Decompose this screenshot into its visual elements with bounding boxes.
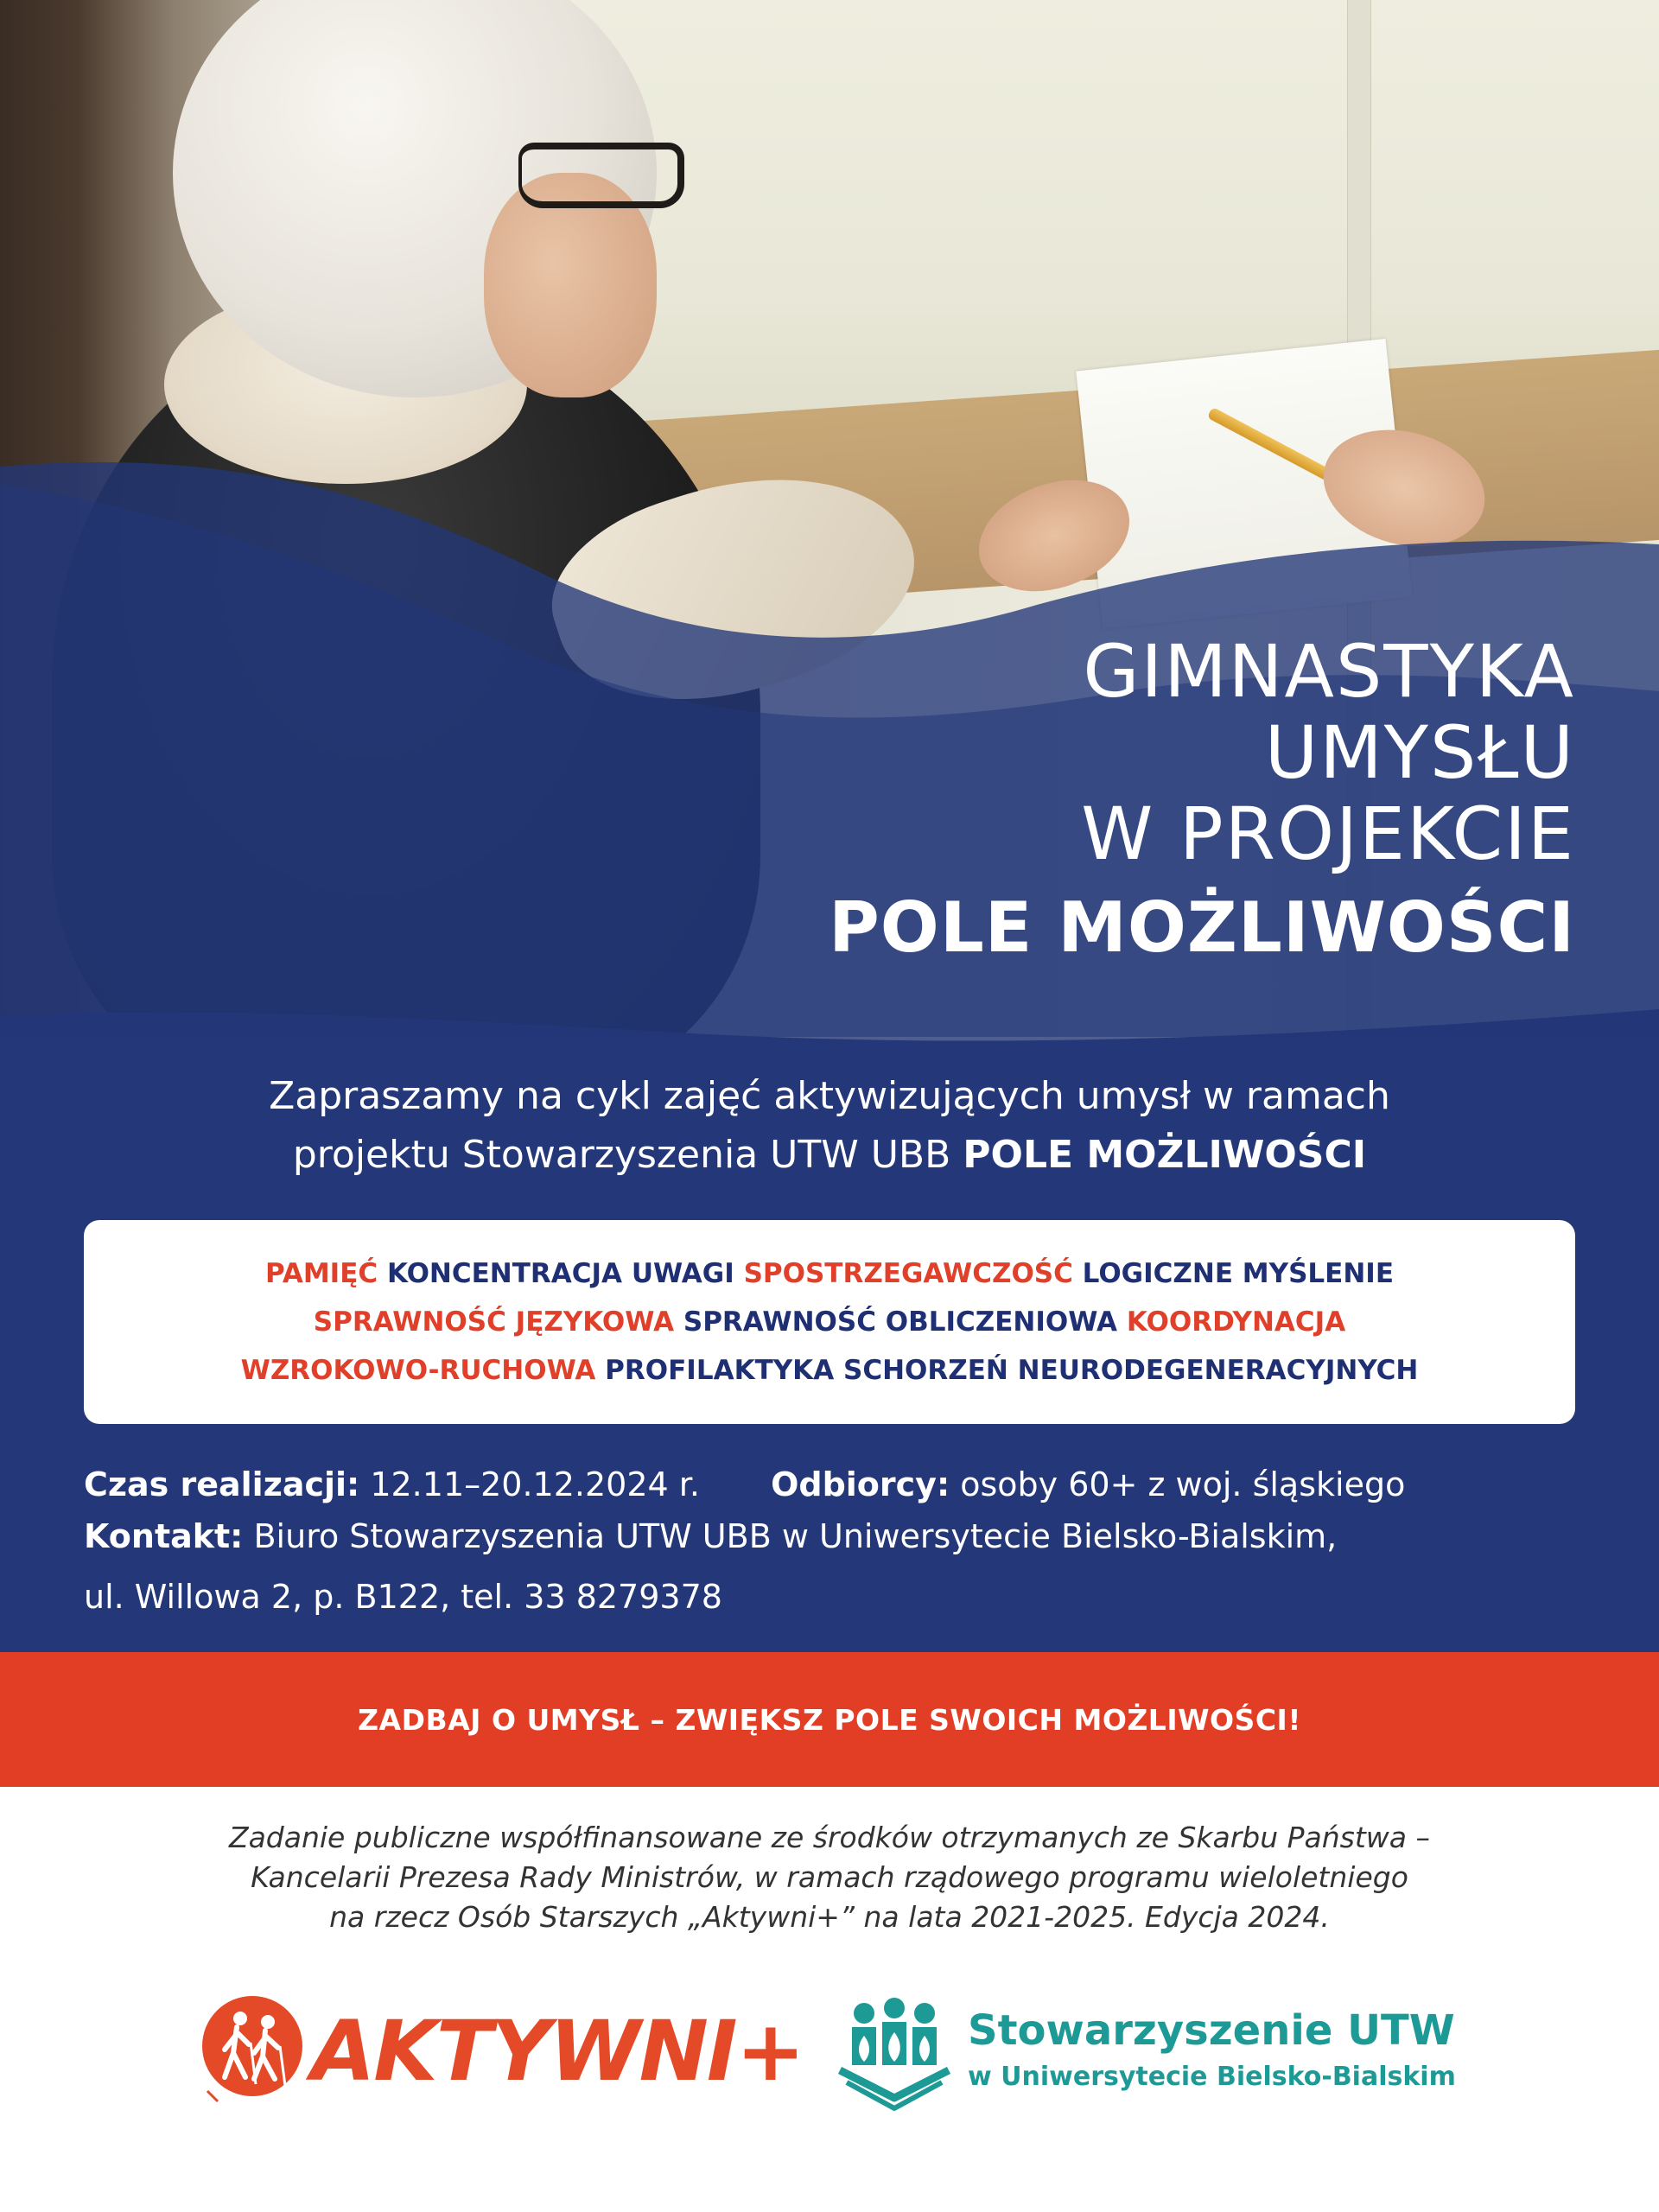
intro-project-name: POLE MOŻLIWOŚCI <box>963 1133 1367 1177</box>
skill-profilaktyka: PROFILAKTYKA SCHORZEŃ NEURODEGENERACYJNYCH <box>605 1355 1419 1386</box>
headline-line-2: UMYSŁU <box>1264 710 1575 795</box>
funding-note <box>86 1818 1573 1937</box>
headline-project-name: POLE MOŻLIWOŚCI <box>829 887 1575 968</box>
time-label: Czas realizacji: <box>84 1465 360 1503</box>
skill-logiczne-myslenie: LOGICZNE MYŚLENIE <box>1082 1258 1395 1289</box>
intro-text <box>104 1067 1555 1185</box>
headline-line-3: W PROJEKCIE <box>1081 791 1575 876</box>
intro-line-2-prefix: projektu Stowarzyszenia UTW UBB <box>292 1133 951 1177</box>
skills-list <box>173 1249 1486 1395</box>
info-section <box>84 1459 1587 1623</box>
skill-koncentracja-uwagi: KONCENTRACJA UWAGI <box>386 1258 734 1289</box>
info-row-time-audience <box>84 1459 1587 1510</box>
audience-label: Odbiorcy: <box>771 1465 950 1503</box>
funding-line-1: Zadanie publiczne współfinansowane ze środków otrzymanych ze Skarbu Państwa – <box>228 1821 1431 1854</box>
utw-logo <box>830 1987 1555 2117</box>
aktywni-text: AKTYWNI+ <box>311 2003 804 2100</box>
slogan-banner <box>0 1652 1659 1787</box>
funding-line-3: na rzecz Osób Starszych „Aktywni+” na lata 2021-2025. Edycja 2024. <box>329 1900 1330 1934</box>
info-row-contact <box>84 1510 1587 1562</box>
utw-people-icon <box>830 1987 959 2117</box>
utw-name-line-1: Stowarzyszenie UTW <box>968 2006 1455 2055</box>
skills-box <box>84 1220 1575 1424</box>
walkers-icon <box>199 1987 311 2117</box>
contact-label: Kontakt: <box>84 1517 244 1555</box>
skill-wzrokowo-ruchowa: WZROKOWO-RUCHOWA <box>240 1355 596 1386</box>
headline-line-1: GIMNASTYKA <box>1083 629 1575 714</box>
slogan-text: ZADBAJ O UMYSŁ – ZWIĘKSZ POLE SWOICH MOŻLIWOŚCI! <box>358 1702 1301 1737</box>
funding-line-2: Kancelarii Prezesa Rady Ministrów, w ramach rządowego programu wieloletniego <box>251 1860 1408 1894</box>
skill-pamiec: PAMIĘĆ <box>264 1258 378 1289</box>
intro-line-2 <box>104 1126 1555 1185</box>
aktywni-logo <box>199 1987 804 2117</box>
audience-value: osoby 60+ z woj. śląskiego <box>960 1465 1406 1503</box>
skill-sprawnosc-obliczeniowa: SPRAWNOŚĆ OBLICZENIOWA <box>683 1306 1118 1338</box>
headline <box>625 631 1575 971</box>
utw-name-line-2: w Uniwersytecie Bielsko-Bialskim <box>968 2062 1456 2092</box>
skill-koordynacja: KOORDYNACJA <box>1126 1306 1346 1338</box>
address: ul. Willowa 2, p. B122, tel. 33 8279378 <box>84 1578 722 1616</box>
intro-line-1: Zapraszamy na cykl zajęć aktywizujących umysł w ramach <box>269 1074 1390 1118</box>
time-value: 12.11–20.12.2024 r. <box>370 1465 700 1503</box>
skill-spostrzegawczosc: SPOSTRZEGAWCZOŚĆ <box>743 1258 1073 1289</box>
skill-sprawnosc-jezykowa: SPRAWNOŚĆ JĘZYKOWA <box>313 1306 675 1338</box>
contact-value: Biuro Stowarzyszenia UTW UBB w Uniwersytecie Bielsko-Bialskim, <box>253 1517 1338 1555</box>
